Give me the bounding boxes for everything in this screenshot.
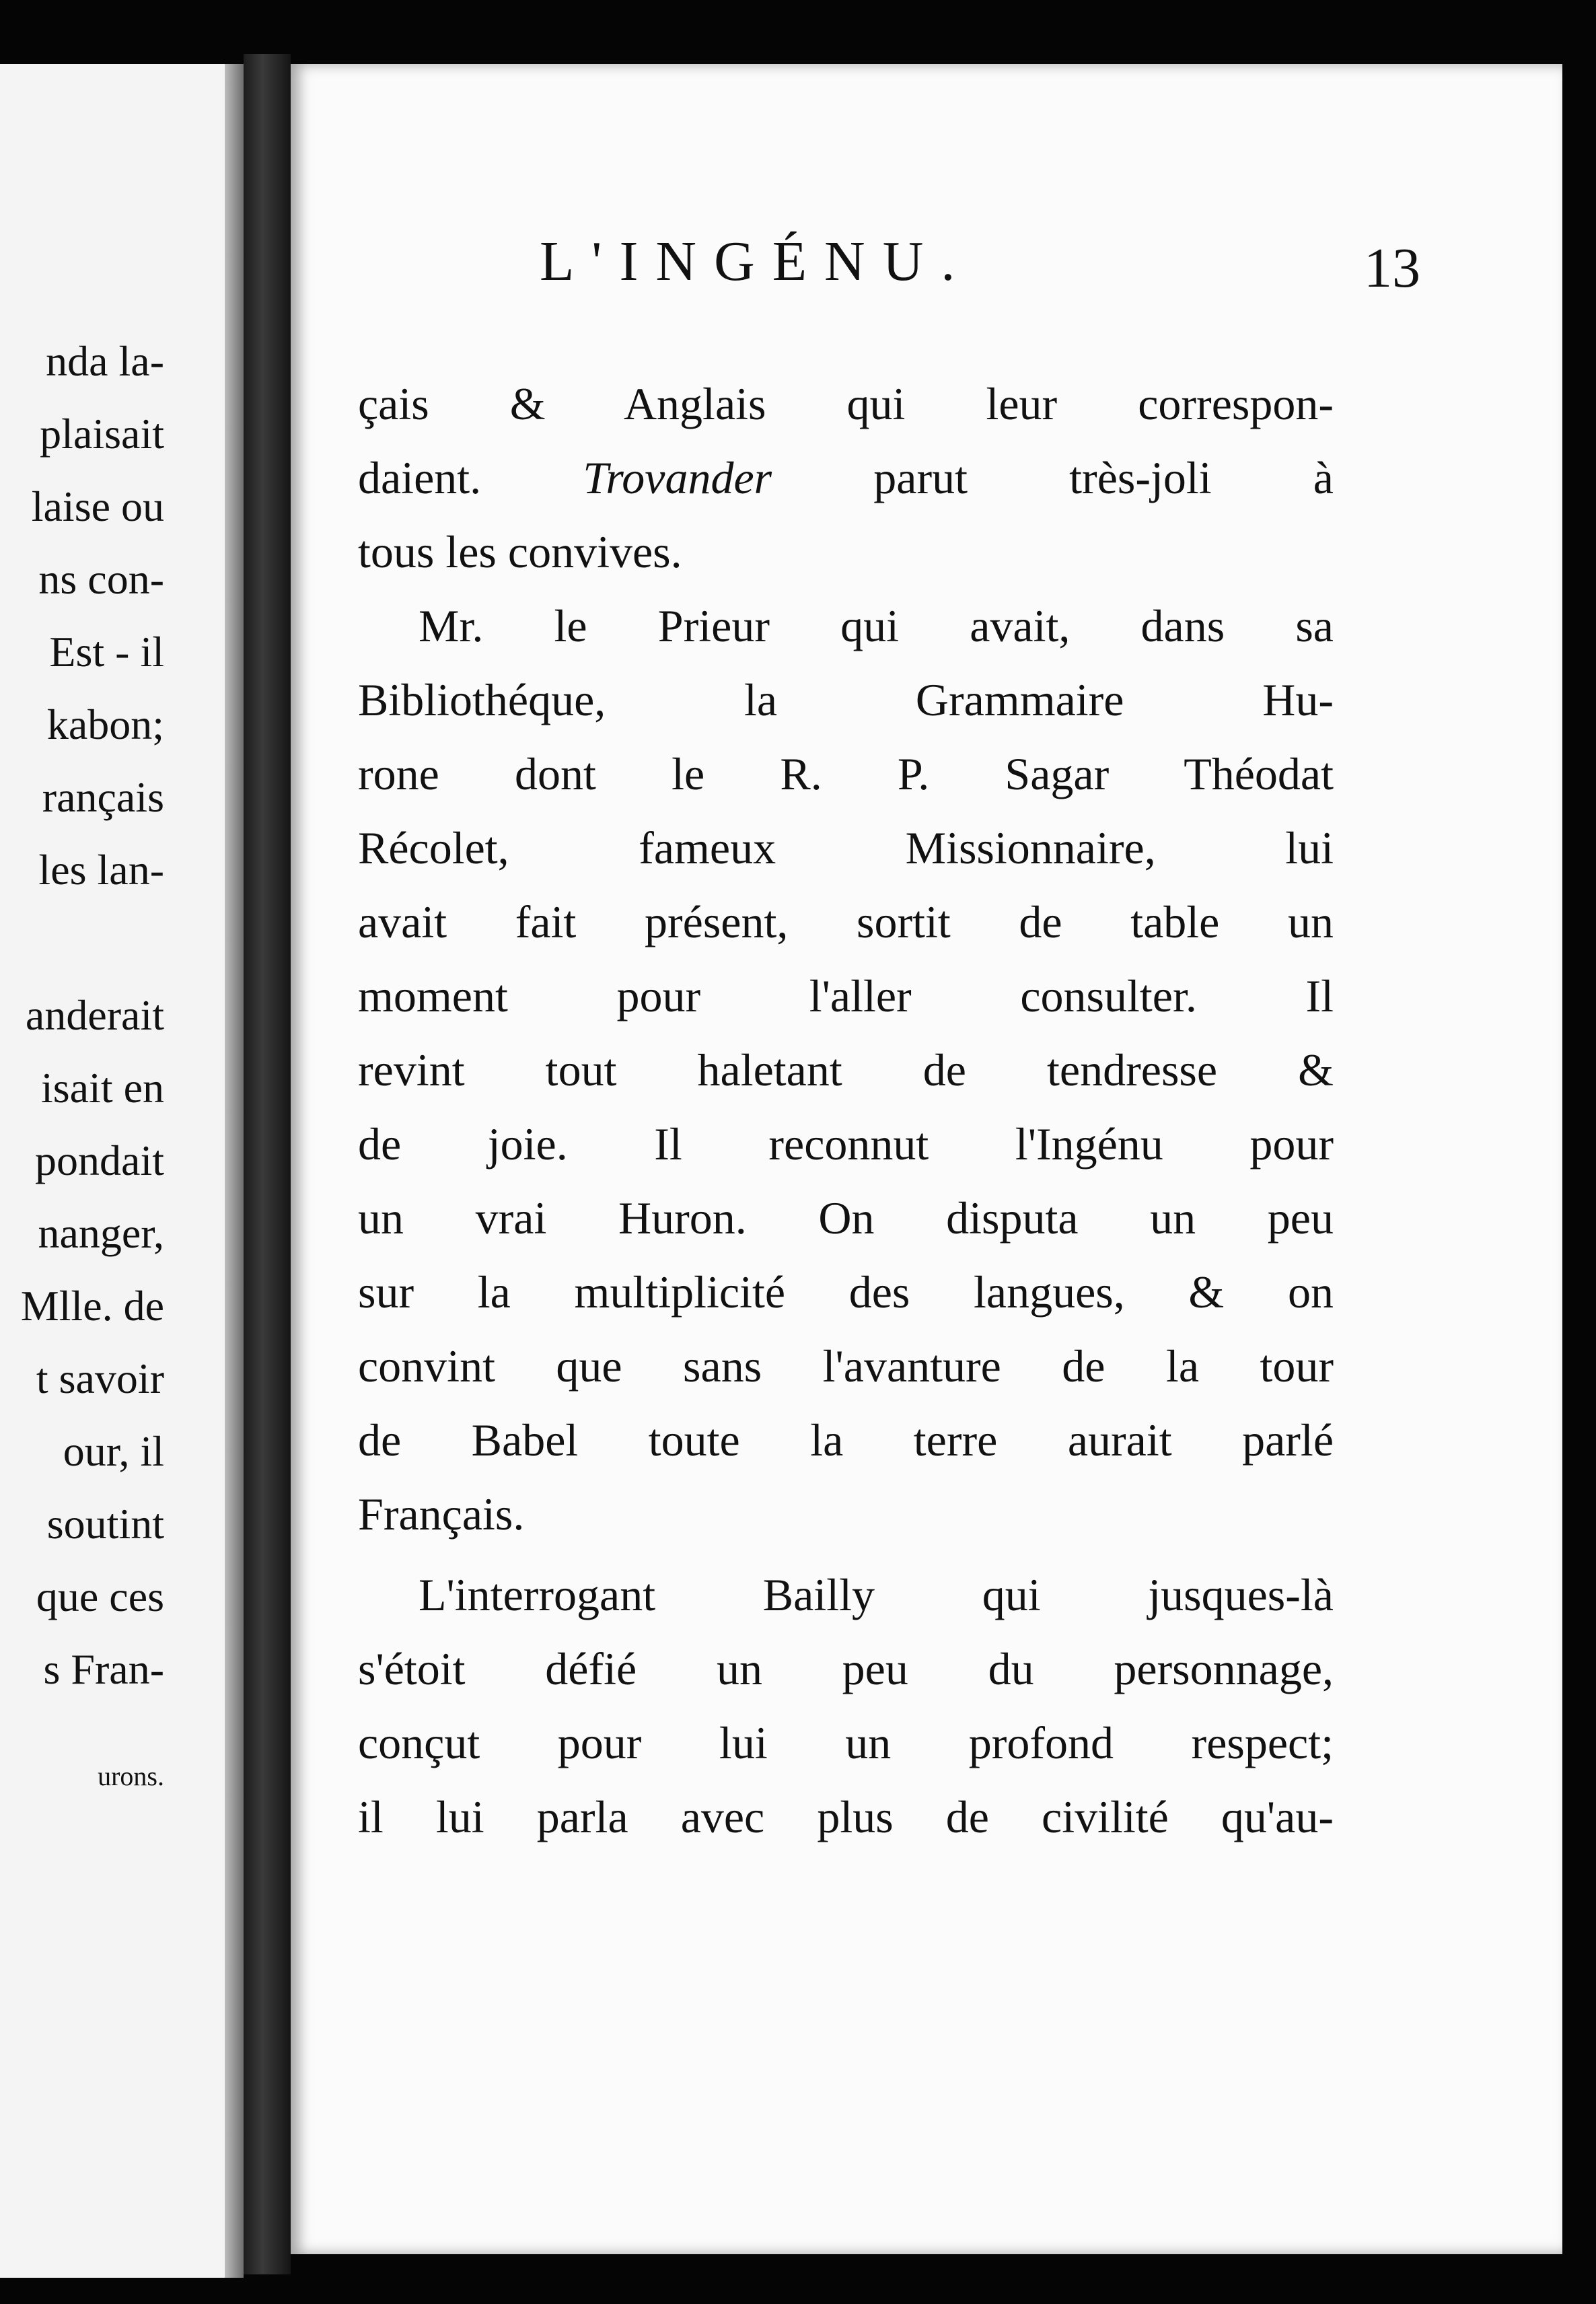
text-line: moment pour l'aller consulter. Il xyxy=(358,970,1334,1021)
text-line: Bibliothéque, la Grammaire Hu- xyxy=(358,674,1334,725)
text-line: convint que sans l'avanture de la tour xyxy=(358,1340,1334,1392)
text-line: de Babel toute la terre aurait parlé xyxy=(358,1414,1334,1466)
book-binding xyxy=(244,54,291,2274)
left-page-line: soutint xyxy=(46,1500,164,1548)
left-page-line: les lan- xyxy=(38,846,164,894)
left-page-catchword: urons. xyxy=(98,1761,164,1791)
text-span: parut très-joli à xyxy=(772,452,1334,503)
left-page-line: nda la- xyxy=(46,337,164,385)
text-line: conçut pour lui un profond respect; xyxy=(358,1717,1334,1768)
current-page xyxy=(291,64,1562,2254)
left-page-line: plaisait xyxy=(40,410,164,458)
left-page-line: ns con- xyxy=(38,555,164,603)
text-line: Récolet, fameux Missionnaire, lui xyxy=(358,822,1334,873)
italic-word: Trovander xyxy=(583,452,772,503)
text-line: un vrai Huron. On disputa un peu xyxy=(358,1192,1334,1244)
page-gutter-shadow xyxy=(225,64,244,2278)
text-line: tous les convives. xyxy=(358,526,682,577)
left-page-line: laise ou xyxy=(31,482,164,530)
text-line: Français. xyxy=(358,1488,525,1540)
text-line: revint tout haletant de tendresse & xyxy=(358,1044,1334,1095)
left-page-line: Est - il xyxy=(49,628,164,676)
left-page-line: anderait xyxy=(25,991,164,1039)
left-page-line: our, il xyxy=(63,1427,164,1475)
left-page-line: t savoir xyxy=(36,1355,164,1402)
text-line: il lui parla avec plus de civilité qu'au- xyxy=(358,1791,1334,1842)
text-line: avait fait présent, sortit de table un xyxy=(358,896,1334,947)
left-page-line: que ces xyxy=(36,1573,164,1620)
left-page-line: s Fran- xyxy=(43,1645,164,1693)
left-page-line: kabon; xyxy=(46,700,164,748)
page-number: 13 xyxy=(1364,237,1420,299)
text-span: daient. xyxy=(358,452,583,503)
text-line: de joie. Il reconnut l'Ingénu pour xyxy=(358,1118,1334,1169)
paragraph-first-line: Mr. le Prieur qui avait, dans sa xyxy=(419,600,1334,651)
text-line: s'étoit défié un peu du personnage, xyxy=(358,1643,1334,1694)
text-line: rone dont le R. P. Sagar Théodat xyxy=(358,748,1334,799)
left-page-line: pondait xyxy=(35,1137,164,1184)
paragraph-first-line: L'interrogant Bailly qui jusques-là xyxy=(419,1569,1334,1620)
left-page-line: isait en xyxy=(40,1064,164,1112)
left-page-line: rançais xyxy=(42,773,164,821)
scan-border xyxy=(0,2278,1596,2304)
left-page-line: nanger, xyxy=(38,1209,164,1257)
previous-page xyxy=(0,64,244,2278)
text-line: sur la multiplicité des langues, & on xyxy=(358,1266,1334,1318)
text-line xyxy=(358,441,1334,515)
running-title: L'INGÉNU. xyxy=(540,230,973,293)
page-header xyxy=(540,229,1482,310)
left-page-line: Mlle. de xyxy=(20,1282,164,1330)
text-line: çais & Anglais qui leur correspon- xyxy=(358,378,1334,429)
